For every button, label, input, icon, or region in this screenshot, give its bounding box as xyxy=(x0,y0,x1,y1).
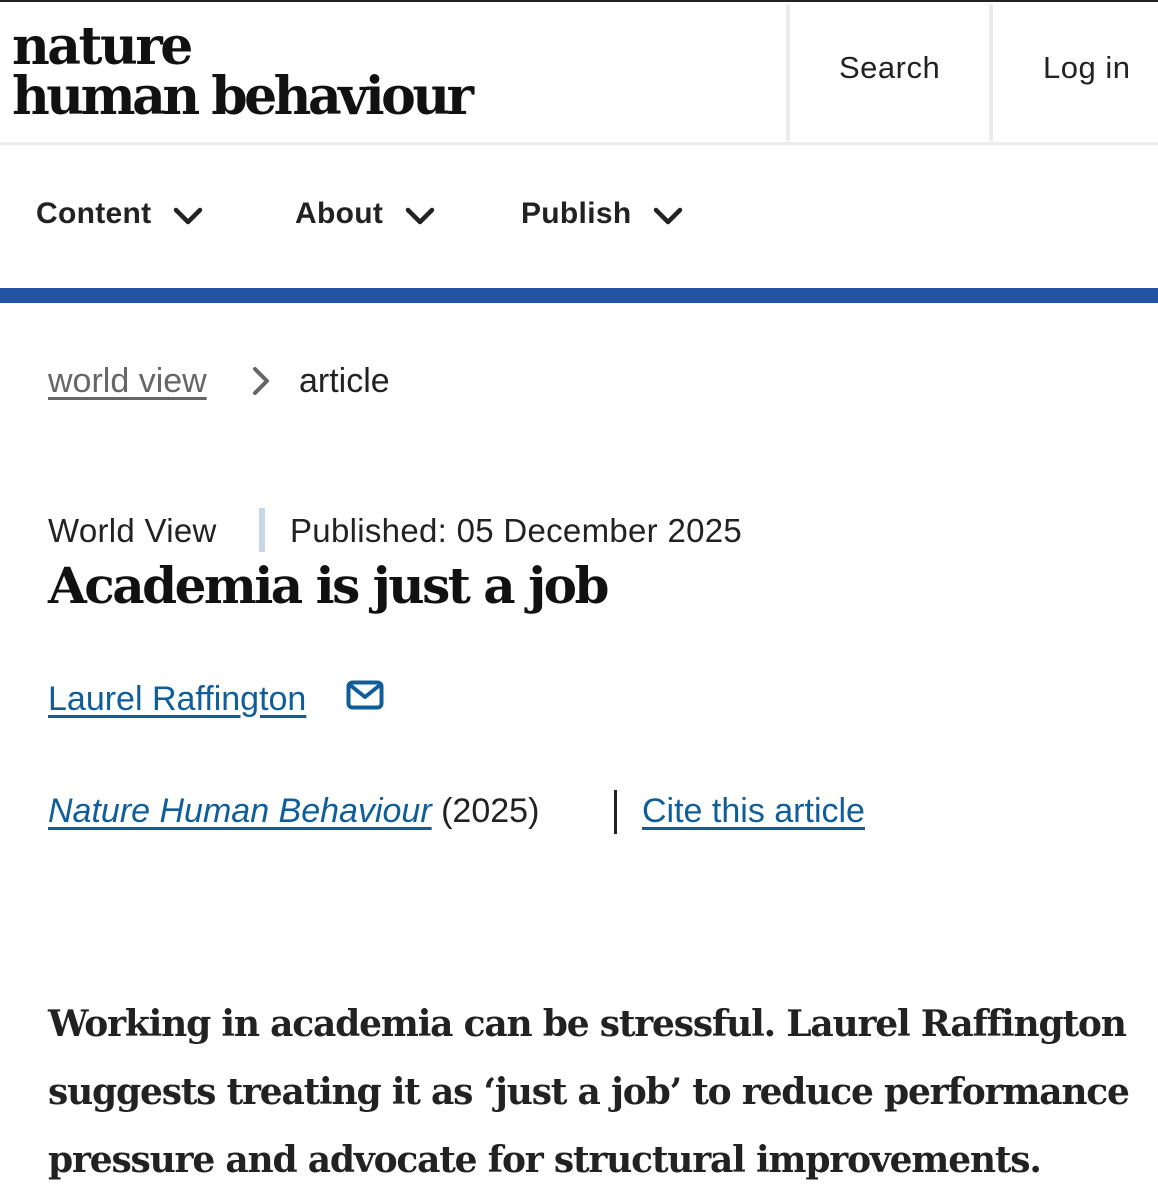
login-link[interactable]: Log in xyxy=(1043,50,1131,85)
nav-content[interactable] xyxy=(36,197,203,231)
nav-about[interactable] xyxy=(295,197,435,231)
meta-divider xyxy=(259,508,265,552)
article-type: World View xyxy=(48,512,217,549)
chevron-down-icon xyxy=(405,206,435,226)
chevron-down-icon xyxy=(653,206,683,226)
cite-article-link[interactable]: Cite this article xyxy=(642,792,865,830)
journal-link[interactable]: Nature Human Behaviour xyxy=(48,792,432,830)
logo-line-1: nature xyxy=(12,16,191,77)
header-divider xyxy=(989,4,993,141)
breadcrumb-current: article xyxy=(299,362,390,400)
site-header xyxy=(0,2,1158,145)
published-date: Published: 05 December 2025 xyxy=(290,512,743,549)
header-divider xyxy=(786,4,790,141)
nav-publish[interactable] xyxy=(521,197,683,231)
chevron-down-icon xyxy=(173,206,203,226)
accent-bar xyxy=(0,288,1158,303)
article-title: Academia is just a job xyxy=(48,556,607,615)
logo-line-2: human behaviour xyxy=(12,66,471,127)
mail-icon[interactable] xyxy=(346,680,384,710)
nav-label: Content xyxy=(36,197,152,230)
citation-line xyxy=(48,792,539,831)
citation-divider xyxy=(614,790,617,834)
chevron-right-icon xyxy=(250,366,272,396)
search-link[interactable]: Search xyxy=(839,50,941,85)
author-link[interactable]: Laurel Raffington xyxy=(48,680,307,718)
nav-label: About xyxy=(295,197,384,230)
journal-logo[interactable] xyxy=(12,16,471,127)
publication-year: (2025) xyxy=(441,792,540,830)
nav-label: Publish xyxy=(521,197,632,230)
breadcrumb-world-view[interactable]: world view xyxy=(48,362,207,400)
article-standfirst: Working in academia can be stressful. Laurel Raffington suggests treating it as ‘just a job’ to reduce performance pressure and advocate for structural improvements. xyxy=(48,1003,1129,1181)
main-nav xyxy=(0,145,1158,288)
